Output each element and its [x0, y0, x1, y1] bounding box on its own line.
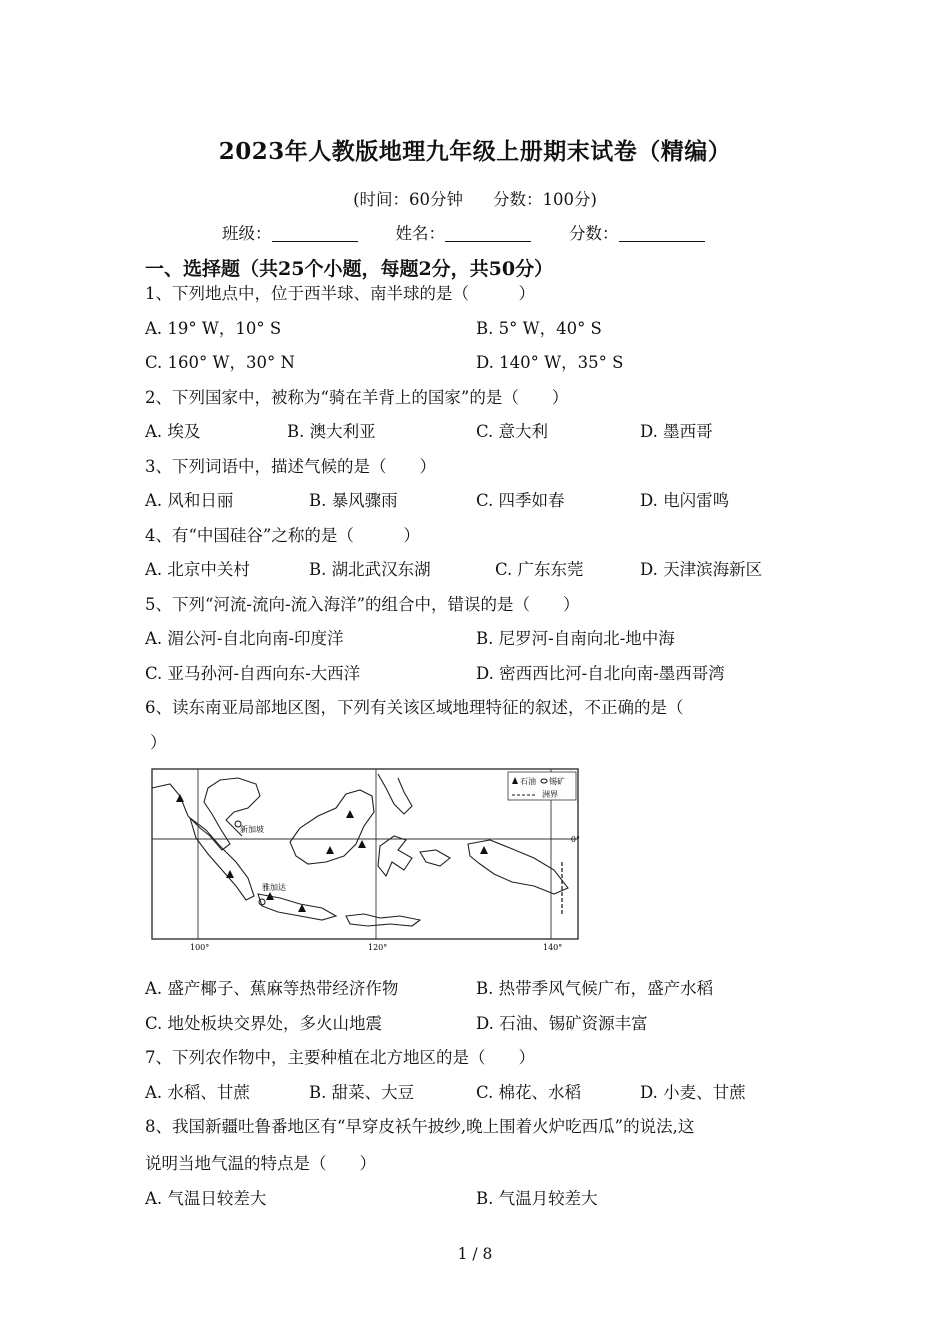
southeast-asia-map — [150, 766, 580, 952]
q5-stem: 5、下列“河流-流向-流入海洋”的组合中，错误的是（ ） — [145, 595, 580, 614]
q3-option-c: C. 四季如春 — [476, 491, 565, 510]
name-label: 姓名： — [395, 224, 445, 243]
label-lon-120: 120° — [368, 943, 388, 952]
label-jakarta: 雅加达 — [262, 883, 286, 892]
class-field[interactable] — [272, 223, 358, 242]
name-field[interactable] — [445, 223, 531, 242]
q6-option-a: A. 盛产椰子、蕉麻等热带经济作物 — [145, 979, 399, 998]
q2-option-a: A. 埃及 — [145, 422, 201, 441]
q5-option-c: C. 亚马孙河-自西向东-大西洋 — [145, 664, 361, 683]
q2-option-d: D. 墨西哥 — [640, 422, 713, 441]
exam-time: (时间：60分钟 — [353, 190, 463, 209]
q5-option-a: A. 湄公河-自北向南-印度洋 — [145, 629, 344, 648]
q4-option-c: C. 广东东莞 — [495, 560, 584, 579]
q6-option-c: C. 地处板块交界处，多火山地震 — [145, 1014, 383, 1033]
q7-stem: 7、下列农作物中，主要种植在北方地区的是（ ） — [145, 1048, 535, 1067]
q3-option-a: A. 风和日丽 — [145, 491, 234, 510]
q3-option-b: B. 暴风骤雨 — [309, 491, 398, 510]
class-label: 班级： — [222, 224, 272, 243]
q2-option-c: C. 意大利 — [476, 422, 549, 441]
q2-option-b: B. 澳大利亚 — [287, 422, 376, 441]
score-label: 分数： — [569, 224, 619, 243]
page-number: 1 / 8 — [457, 1245, 493, 1263]
q7-option-b: B. 甜菜、大豆 — [309, 1083, 415, 1102]
q1-option-c: C. 160° W，30° N — [145, 353, 295, 372]
label-lon-140: 140° — [543, 943, 563, 952]
page-title: 2023年人教版地理九年级上册期末试卷（精编） — [218, 138, 732, 165]
q6-option-d: D. 石油、锡矿资源丰富 — [476, 1014, 648, 1033]
q1-option-d: D. 140° W，35° S — [476, 353, 624, 372]
q7-option-a: A. 水稻、甘蔗 — [145, 1083, 250, 1102]
exam-meta — [0, 186, 950, 210]
q2-stem: 2、下列国家中，被称为“骑在羊背上的国家”的是（ ） — [145, 388, 569, 407]
section-heading: 一、选择题（共25个小题，每题2分，共50分） — [145, 258, 554, 280]
q8-stem-cont: 说明当地气温的特点是（ ） — [145, 1154, 376, 1173]
q6-stem-close: ） — [150, 733, 167, 752]
q4-option-d: D. 天津滨海新区 — [640, 560, 763, 579]
q7-option-d: D. 小麦、甘蔗 — [640, 1083, 746, 1102]
label-lon-100: 100° — [190, 943, 210, 952]
legend-oil: 石油 — [520, 777, 536, 786]
q6-stem: 6、读东南亚局部地区图，下列有关该区域地理特征的叙述，不正确的是（ — [145, 698, 684, 717]
label-singapore: 新加坡 — [240, 825, 264, 834]
q3-stem: 3、下列词语中，描述气候的是（ ） — [145, 457, 436, 476]
q5-option-b: B. 尼罗河-自南向北-地中海 — [476, 629, 675, 648]
q4-option-b: B. 湖北武汉东湖 — [309, 560, 431, 579]
q8-option-b: B. 气温月较差大 — [476, 1189, 598, 1208]
legend-border: 洲界 — [542, 790, 558, 799]
q8-stem: 8、我国新疆吐鲁番地区有“早穿皮袄午披纱,晚上围着火炉吃西瓜”的说法,这 — [145, 1117, 695, 1136]
score-field[interactable] — [619, 223, 705, 242]
q6-option-b: B. 热带季风气候广布，盛产水稻 — [476, 979, 714, 998]
legend-tin: 锡矿 — [549, 777, 565, 786]
label-lat-0: 0° — [570, 835, 580, 844]
student-info — [222, 220, 705, 244]
exam-total-score: 分数：100分) — [493, 190, 597, 209]
q4-option-a: A. 北京中关村 — [145, 560, 250, 579]
q1-stem: 1、下列地点中，位于西半球、南半球的是（ ） — [145, 284, 535, 303]
q1-option-a: A. 19° W，10° S — [145, 319, 282, 338]
q7-option-c: C. 棉花、水稻 — [476, 1083, 582, 1102]
q4-stem: 4、有“中国硅谷”之称的是（ ） — [145, 526, 420, 545]
q8-option-a: A. 气温日较差大 — [145, 1189, 267, 1208]
q5-option-d: D. 密西西比河-自北向南-墨西哥湾 — [476, 664, 725, 683]
q1-option-b: B. 5° W，40° S — [476, 319, 602, 338]
q3-option-d: D. 电闪雷鸣 — [640, 491, 730, 510]
